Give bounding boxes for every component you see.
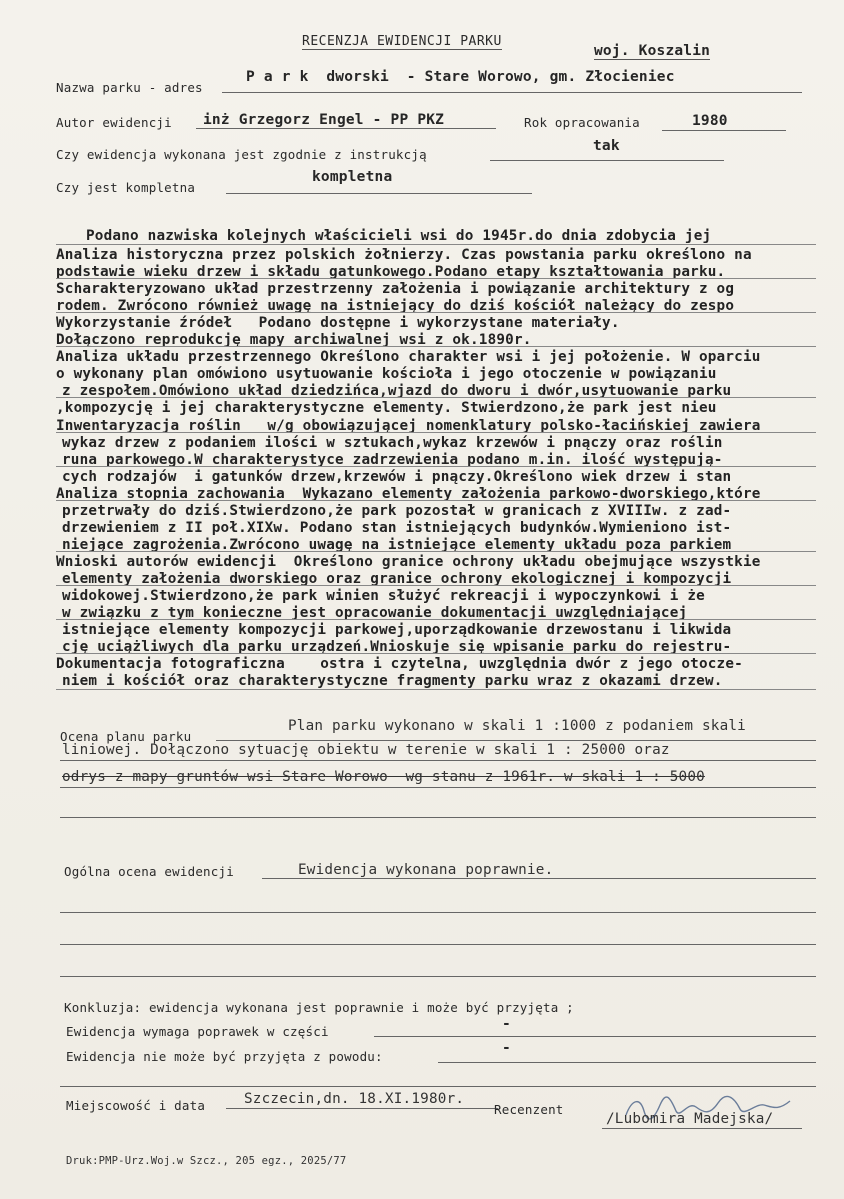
author-value: inż Grzegorz Engel - PP PKZ (203, 112, 445, 128)
body-line: Podano nazwiska kolejnych właścicieli wsi do 1945r.do dnia zdobycia jej (86, 228, 712, 244)
body-line: Inwentaryzacja roślin w/g obowiązującej nomenklatury polsko-łacińskiej zawiera (56, 418, 761, 434)
plan-label: Ocena planu parku (60, 729, 192, 744)
region: woj. Koszalin (594, 43, 711, 59)
body-line: Analiza stopnia zachowania Wykazano elementy założenia parkowo-dworskiego,które (56, 486, 761, 502)
body-line: przetrwały do dziś.Stwierdzono,że park pozostał w granicach z XVIIIw. z zad- (62, 503, 732, 519)
place-date-label: Miejscowość i data (66, 1098, 206, 1113)
park-name-value: P a r k dworski - Stare Worowo, gm. Złocieniec (246, 69, 675, 85)
body-line: podstawie wieku drzew i składu gatunkowego.Podano etapy kształtowania parku. (56, 264, 726, 280)
park-name-label: Nazwa parku - adres (56, 80, 203, 95)
body-line: niem i kościół oraz charakterystyczne fragmenty parku wraz z okazami drzew. (62, 673, 723, 689)
conclusion-line-3-label: Ewidencja nie może być przyjęta z powodu: (66, 1049, 383, 1064)
reviewer-label: Recenzent (494, 1102, 564, 1117)
body-line: Analiza historyczna przez polskich żołnierzy. Czas powstania parku określono na (56, 247, 752, 263)
body-line: runa parkowego.W charakterystyce zadrzewienia podano m.in. ilość występują- (62, 452, 723, 468)
body-line: widokowej.Stwierdzono,że park winien służyć rekreacji i wypoczynkowi i że (62, 588, 705, 604)
body-line: cych rodzajów i gatunków drzew,krzewów i pnączy.Określono wiek drzew i stan (62, 469, 732, 485)
body-line: z zespołem.Omówiono układ dziedzińca,wjazd do dworu i dwór,usytuowanie parku (62, 383, 732, 399)
body-line: w związku z tym konieczne jest opracowanie dokumentacji uwzględniającej (62, 605, 688, 621)
author-label: Autor ewidencji (56, 115, 172, 130)
instruction-value: tak (593, 138, 620, 154)
body-line: o wykonany plan omówiono usytuowanie kościoła i jego otoczenie w powiązaniu (56, 366, 717, 382)
body-line: istniejące elementy kompozycji parkowej,uporządkowanie drzewostanu i likwida (62, 622, 732, 638)
body-line: ,kompozycję i jej charakterystyczne elementy. Stwierdzono,że park jest nieu (56, 400, 717, 416)
plan-line-1: Plan parku wykonano w skali 1 :1000 z podaniem skali (288, 718, 746, 734)
print-info: Druk:PMP-Urz.Woj.w Szcz., 205 egz., 2025/77 (66, 1155, 347, 1167)
year-label: Rok opracowania (524, 115, 640, 130)
body-line: drzewieniem z II poł.XIXw. Podano stan istniejących budynków.Wymieniono ist- (62, 520, 732, 536)
place-date-value: Szczecin,dn. 18.XI.1980r. (244, 1091, 465, 1107)
body-line: elementy założenia dworskiego oraz granice ochrony ekologicznej i kompozycji (62, 571, 732, 587)
body-line: Scharakteryzowano układ przestrzenny założenia i powiązanie architektury z og (56, 281, 735, 297)
general-value: Ewidencja wykonana poprawnie. (298, 862, 554, 878)
reviewer-name: /Lubomira Madejska/ (606, 1111, 774, 1127)
general-label: Ogólna ocena ewidencji (64, 864, 234, 879)
body-line: Dołączono reprodukcję mapy archiwalnej wsi z ok.1890r. (56, 332, 532, 348)
body-line: Wnioski autorów ewidencji Określono granice ochrony układu obejmujące wszystkie (56, 554, 761, 570)
complete-value: kompletna (312, 169, 393, 185)
instruction-label: Czy ewidencja wykonana jest zgodnie z instrukcją (56, 147, 427, 162)
body-line: rodem. Zwrócono również uwagę na istniejący do dziś kościół należący do zespo (56, 298, 735, 314)
body-line: niejące zagrożenia.Zwrócono uwagę na istniejące elementy układu poza parkiem (62, 537, 732, 553)
document-title: RECENZJA EWIDENCJI PARKU (302, 34, 502, 49)
body-line: Wykorzystanie źródeł Podano dostępne i wykorzystane materiały. (56, 315, 620, 331)
year-value: 1980 (692, 113, 728, 129)
complete-label: Czy jest kompletna (56, 180, 196, 195)
conclusion-line-2-value: - (502, 1016, 511, 1032)
conclusion-line-3-value: - (502, 1040, 511, 1056)
body-line: Analiza układu przestrzennego Określono charakter wsi i jej położenie. W oparciu (56, 349, 761, 365)
body-line: wykaz drzew z podaniem ilości w sztukach,wykaz krzewów i pnączy oraz roślin (62, 435, 723, 451)
body-line: Dokumentacja fotograficzna ostra i czytelna, uwzględnia dwór z jego otocze- (56, 656, 743, 672)
plan-line-3: odrys z mapy gruntów wsi Stare Worowo wg stanu z 1961r. w skali 1 : 5000 (62, 769, 705, 785)
conclusion-line-2-label: Ewidencja wymaga poprawek w części (66, 1024, 329, 1039)
body-line: cję uciążliwych dla parku urządzeń.Wnioskuje się wpisanie parku do rejestru- (62, 639, 732, 655)
conclusion-line-1: Konkluzja: ewidencja wykonana jest poprawnie i może być przyjęta ; (64, 1000, 574, 1015)
plan-line-2: liniowej. Dołączono sytuację obiektu w terenie w skali 1 : 25000 oraz (62, 742, 670, 758)
